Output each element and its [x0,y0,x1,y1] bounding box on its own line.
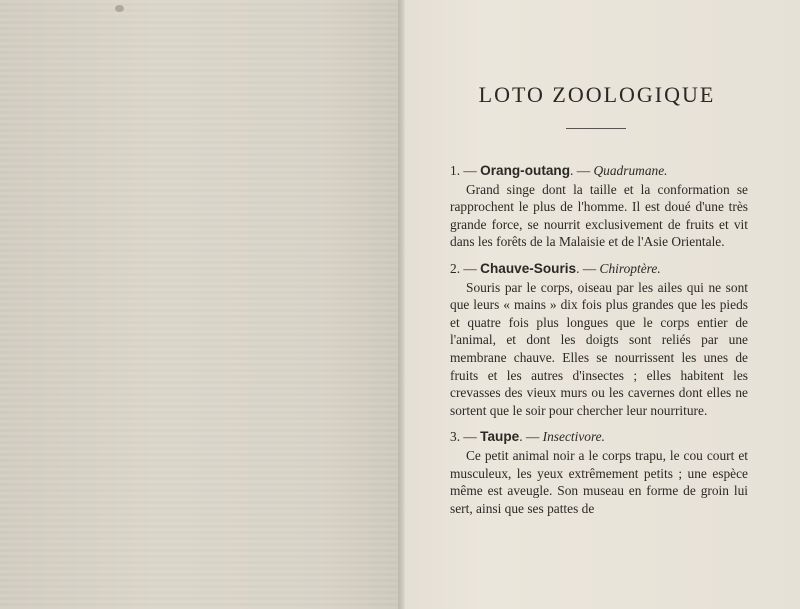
entry-chauve-souris [450,260,748,419]
entry-heading: 2. — Chauve-Souris. — Chiroptère. [450,260,661,276]
entry-dash: — [463,429,477,445]
entry-dash: — [463,260,477,276]
entry-taupe [450,428,748,517]
entry-number: 1. [450,163,461,178]
entry-order: Insectivore. [542,429,605,445]
title-rule [566,128,626,129]
entry-text: Grand singe dont la taille et la conformation se rapprochent le plus de l'homme. Il est doué d'une très grande force, se nourrit exclusivement de fruits et vit dans les forêts de la Malaisie et de l'Asie Orientale. [450,181,748,250]
entry-text: Ce petit animal noir a le corps trapu, le cou court et musculeux, les yeux extrêmement petits ; une espèce même est aveugle. Son museau en forme de groin lui sert, ainsi que ses pattes de [450,447,748,516]
page-title: LOTO ZOOLOGIQUE [478,82,716,107]
entry-order: Quadrumane. [593,163,668,178]
entry-orang-outang [450,162,748,251]
entry-order: Chiroptère. [599,260,661,276]
entry-number: 2. [450,260,461,276]
entry-dash-2: — [582,260,597,276]
entry-name: Chauve-Souris [480,260,577,276]
entry-dash-2: — [576,163,591,178]
entry-heading: 3. — Taupe. — Insectivore. [450,429,605,445]
entry-dash-2: — [525,429,540,445]
paper-stain [115,5,124,12]
entry-number: 3. [450,429,461,445]
entry-dash: — [463,163,477,178]
entry-name: Orang-outang [480,163,571,178]
entry-list [450,162,748,526]
entry-name: Taupe [480,429,520,445]
entry-heading: 1. — Orang-outang. — Quadrumane. [450,163,668,178]
entry-text: Souris par le corps, oiseau par les ailes qui ne sont que leurs « mains » dix fois plus grandes que les pieds et quatre fois plus longues que le corps entier de l'animal, et dont les doigts sont reliés par une membrane chauve. Elles se nourrissent les unes de fruits et les autres d'insectes ; elles habitent les crevasses des vieux murs ou les cavernes dont elles ne sortent que le soir pour chercher leur nourriture. [450,279,748,418]
